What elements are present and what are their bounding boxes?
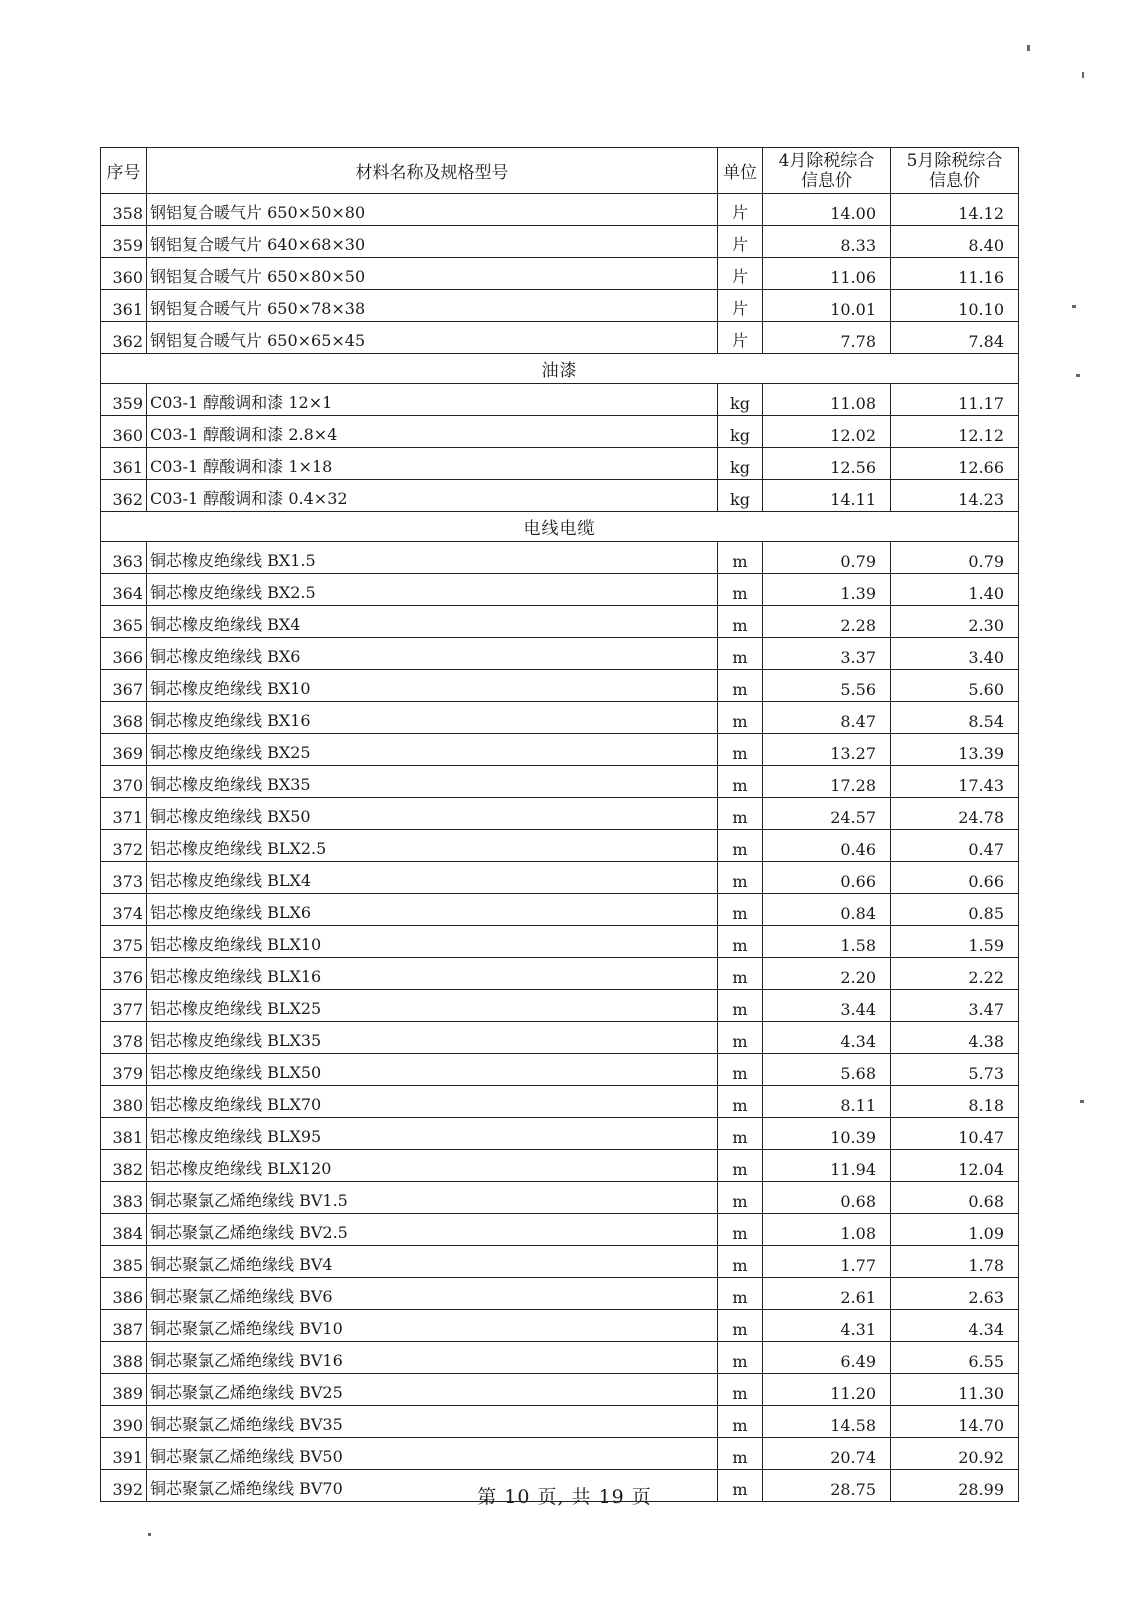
material-name: 钢铝复合暖气片 650×65×45 bbox=[147, 322, 718, 354]
material-name: 铝芯橡皮绝缘线 BLX35 bbox=[147, 1022, 718, 1054]
material-name: 铜芯橡皮绝缘线 BX25 bbox=[147, 734, 718, 766]
header-no: 序号 bbox=[101, 148, 147, 194]
header-april-price bbox=[763, 148, 891, 194]
unit-cell: m bbox=[718, 926, 763, 958]
row-number: 369 bbox=[101, 734, 147, 766]
section-row bbox=[101, 354, 1019, 384]
april-price: 4.34 bbox=[763, 1022, 891, 1054]
material-name: 铝芯橡皮绝缘线 BLX2.5 bbox=[147, 830, 718, 862]
may-price: 17.43 bbox=[891, 766, 1019, 798]
unit-cell: m bbox=[718, 1406, 763, 1438]
table-row bbox=[101, 290, 1019, 322]
may-price: 3.40 bbox=[891, 638, 1019, 670]
april-price: 14.11 bbox=[763, 480, 891, 512]
table-row bbox=[101, 766, 1019, 798]
april-price: 2.61 bbox=[763, 1278, 891, 1310]
row-number: 382 bbox=[101, 1150, 147, 1182]
row-number: 388 bbox=[101, 1342, 147, 1374]
unit-cell: 片 bbox=[718, 322, 763, 354]
unit-cell: m bbox=[718, 958, 763, 990]
material-name: 铝芯橡皮绝缘线 BLX70 bbox=[147, 1086, 718, 1118]
unit-cell: m bbox=[718, 1086, 763, 1118]
material-name: 铜芯橡皮绝缘线 BX6 bbox=[147, 638, 718, 670]
table-row bbox=[101, 862, 1019, 894]
may-price: 12.66 bbox=[891, 448, 1019, 480]
table-row bbox=[101, 1118, 1019, 1150]
row-number: 368 bbox=[101, 702, 147, 734]
material-name: 铜芯橡皮绝缘线 BX50 bbox=[147, 798, 718, 830]
unit-cell: m bbox=[718, 990, 763, 1022]
may-price: 11.17 bbox=[891, 384, 1019, 416]
table-row bbox=[101, 798, 1019, 830]
table-header-row bbox=[101, 148, 1019, 194]
may-price: 2.30 bbox=[891, 606, 1019, 638]
unit-cell: m bbox=[718, 670, 763, 702]
header-may-price bbox=[891, 148, 1019, 194]
table-row bbox=[101, 416, 1019, 448]
unit-cell: m bbox=[718, 766, 763, 798]
material-name: 钢铝复合暖气片 640×68×30 bbox=[147, 226, 718, 258]
price-table bbox=[100, 147, 1019, 1502]
table-row bbox=[101, 322, 1019, 354]
material-name: 钢铝复合暖气片 650×50×80 bbox=[147, 194, 718, 226]
row-number: 363 bbox=[101, 542, 147, 574]
unit-cell: m bbox=[718, 1374, 763, 1406]
may-price: 2.22 bbox=[891, 958, 1019, 990]
row-number: 376 bbox=[101, 958, 147, 990]
table-row bbox=[101, 542, 1019, 574]
table-row bbox=[101, 1150, 1019, 1182]
table-row bbox=[101, 384, 1019, 416]
material-name: 铜芯聚氯乙烯绝缘线 BV25 bbox=[147, 1374, 718, 1406]
april-price: 0.46 bbox=[763, 830, 891, 862]
row-number: 373 bbox=[101, 862, 147, 894]
row-number: 361 bbox=[101, 448, 147, 480]
unit-cell: m bbox=[718, 1438, 763, 1470]
april-price: 1.77 bbox=[763, 1246, 891, 1278]
row-number: 386 bbox=[101, 1278, 147, 1310]
section-row bbox=[101, 512, 1019, 542]
table-row bbox=[101, 926, 1019, 958]
may-price: 0.68 bbox=[891, 1182, 1019, 1214]
scan-speck bbox=[1072, 305, 1076, 308]
row-number: 387 bbox=[101, 1310, 147, 1342]
april-price: 11.06 bbox=[763, 258, 891, 290]
may-price: 0.47 bbox=[891, 830, 1019, 862]
table-row bbox=[101, 448, 1019, 480]
april-price: 3.44 bbox=[763, 990, 891, 1022]
may-price: 2.63 bbox=[891, 1278, 1019, 1310]
unit-cell: m bbox=[718, 1150, 763, 1182]
table-row bbox=[101, 194, 1019, 226]
april-price: 0.79 bbox=[763, 542, 891, 574]
may-price: 20.92 bbox=[891, 1438, 1019, 1470]
may-price: 10.47 bbox=[891, 1118, 1019, 1150]
may-price: 0.66 bbox=[891, 862, 1019, 894]
row-number: 362 bbox=[101, 480, 147, 512]
table-row bbox=[101, 894, 1019, 926]
table-row bbox=[101, 1438, 1019, 1470]
table-row bbox=[101, 1214, 1019, 1246]
row-number: 362 bbox=[101, 322, 147, 354]
table-row bbox=[101, 670, 1019, 702]
april-price: 8.33 bbox=[763, 226, 891, 258]
row-number: 383 bbox=[101, 1182, 147, 1214]
material-name: 铜芯橡皮绝缘线 BX35 bbox=[147, 766, 718, 798]
material-name: 铝芯橡皮绝缘线 BLX16 bbox=[147, 958, 718, 990]
may-price: 14.70 bbox=[891, 1406, 1019, 1438]
april-price: 14.00 bbox=[763, 194, 891, 226]
may-price: 1.40 bbox=[891, 574, 1019, 606]
section-title: 电线电缆 bbox=[101, 512, 1019, 542]
row-number: 380 bbox=[101, 1086, 147, 1118]
unit-cell: m bbox=[718, 1470, 763, 1502]
material-name: C03-1 醇酸调和漆 1×18 bbox=[147, 448, 718, 480]
april-price: 8.47 bbox=[763, 702, 891, 734]
row-number: 372 bbox=[101, 830, 147, 862]
unit-cell: m bbox=[718, 1342, 763, 1374]
material-name: 铜芯聚氯乙烯绝缘线 BV1.5 bbox=[147, 1182, 718, 1214]
material-name: 铝芯橡皮绝缘线 BLX120 bbox=[147, 1150, 718, 1182]
row-number: 391 bbox=[101, 1438, 147, 1470]
material-name: 铝芯橡皮绝缘线 BLX50 bbox=[147, 1054, 718, 1086]
april-price: 1.08 bbox=[763, 1214, 891, 1246]
table-row bbox=[101, 1310, 1019, 1342]
table-row bbox=[101, 1022, 1019, 1054]
april-price: 3.37 bbox=[763, 638, 891, 670]
unit-cell: m bbox=[718, 1182, 763, 1214]
unit-cell: 片 bbox=[718, 226, 763, 258]
row-number: 358 bbox=[101, 194, 147, 226]
table-row bbox=[101, 1406, 1019, 1438]
may-price: 1.59 bbox=[891, 926, 1019, 958]
unit-cell: m bbox=[718, 574, 763, 606]
april-price: 0.66 bbox=[763, 862, 891, 894]
row-number: 384 bbox=[101, 1214, 147, 1246]
section-title: 油漆 bbox=[101, 354, 1019, 384]
table-row bbox=[101, 1278, 1019, 1310]
header-name: 材料名称及规格型号 bbox=[147, 148, 718, 194]
table-row bbox=[101, 258, 1019, 290]
may-price: 8.40 bbox=[891, 226, 1019, 258]
may-price: 13.39 bbox=[891, 734, 1019, 766]
april-price: 5.68 bbox=[763, 1054, 891, 1086]
april-price: 2.20 bbox=[763, 958, 891, 990]
row-number: 392 bbox=[101, 1470, 147, 1502]
unit-cell: m bbox=[718, 702, 763, 734]
material-name: 铝芯橡皮绝缘线 BLX25 bbox=[147, 990, 718, 1022]
may-price: 4.38 bbox=[891, 1022, 1019, 1054]
april-price: 2.28 bbox=[763, 606, 891, 638]
may-price: 24.78 bbox=[891, 798, 1019, 830]
unit-cell: m bbox=[718, 1246, 763, 1278]
may-price: 0.79 bbox=[891, 542, 1019, 574]
unit-cell: m bbox=[718, 1022, 763, 1054]
table-row bbox=[101, 638, 1019, 670]
may-price: 28.99 bbox=[891, 1470, 1019, 1502]
material-name: 铝芯橡皮绝缘线 BLX4 bbox=[147, 862, 718, 894]
unit-cell: m bbox=[718, 1214, 763, 1246]
may-price: 8.18 bbox=[891, 1086, 1019, 1118]
material-name: 钢铝复合暖气片 650×78×38 bbox=[147, 290, 718, 322]
april-price: 24.57 bbox=[763, 798, 891, 830]
row-number: 360 bbox=[101, 258, 147, 290]
row-number: 366 bbox=[101, 638, 147, 670]
material-name: 钢铝复合暖气片 650×80×50 bbox=[147, 258, 718, 290]
row-number: 390 bbox=[101, 1406, 147, 1438]
april-price: 0.68 bbox=[763, 1182, 891, 1214]
unit-cell: m bbox=[718, 1054, 763, 1086]
table-row bbox=[101, 1374, 1019, 1406]
scan-speck bbox=[1076, 374, 1080, 377]
material-name: 铜芯聚氯乙烯绝缘线 BV35 bbox=[147, 1406, 718, 1438]
material-name: 铝芯橡皮绝缘线 BLX95 bbox=[147, 1118, 718, 1150]
table-row bbox=[101, 1246, 1019, 1278]
material-name: 铜芯聚氯乙烯绝缘线 BV70 bbox=[147, 1470, 718, 1502]
april-price: 11.08 bbox=[763, 384, 891, 416]
unit-cell: kg bbox=[718, 416, 763, 448]
row-number: 378 bbox=[101, 1022, 147, 1054]
may-price: 14.12 bbox=[891, 194, 1019, 226]
material-name: 铝芯橡皮绝缘线 BLX10 bbox=[147, 926, 718, 958]
april-price: 11.94 bbox=[763, 1150, 891, 1182]
unit-cell: m bbox=[718, 830, 763, 862]
unit-cell: m bbox=[718, 1118, 763, 1150]
row-number: 374 bbox=[101, 894, 147, 926]
table-row bbox=[101, 480, 1019, 512]
material-name: C03-1 醇酸调和漆 2.8×4 bbox=[147, 416, 718, 448]
may-price: 12.12 bbox=[891, 416, 1019, 448]
may-price: 1.09 bbox=[891, 1214, 1019, 1246]
scan-speck bbox=[1082, 72, 1084, 78]
table-row bbox=[101, 226, 1019, 258]
unit-cell: m bbox=[718, 734, 763, 766]
row-number: 375 bbox=[101, 926, 147, 958]
unit-cell: m bbox=[718, 638, 763, 670]
material-name: 铜芯橡皮绝缘线 BX10 bbox=[147, 670, 718, 702]
unit-cell: m bbox=[718, 1310, 763, 1342]
material-name: 铜芯橡皮绝缘线 BX1.5 bbox=[147, 542, 718, 574]
header-april-text: 4月除税综合 信息价 bbox=[778, 150, 875, 191]
material-name: C03-1 醇酸调和漆 0.4×32 bbox=[147, 480, 718, 512]
row-number: 360 bbox=[101, 416, 147, 448]
may-price: 0.85 bbox=[891, 894, 1019, 926]
may-price: 12.04 bbox=[891, 1150, 1019, 1182]
may-price: 7.84 bbox=[891, 322, 1019, 354]
row-number: 389 bbox=[101, 1374, 147, 1406]
row-number: 379 bbox=[101, 1054, 147, 1086]
unit-cell: m bbox=[718, 542, 763, 574]
row-number: 364 bbox=[101, 574, 147, 606]
table-row bbox=[101, 958, 1019, 990]
april-price: 12.02 bbox=[763, 416, 891, 448]
unit-cell: kg bbox=[718, 448, 763, 480]
table-row bbox=[101, 702, 1019, 734]
unit-cell: m bbox=[718, 1278, 763, 1310]
material-name: 铜芯聚氯乙烯绝缘线 BV2.5 bbox=[147, 1214, 718, 1246]
april-price: 14.58 bbox=[763, 1406, 891, 1438]
may-price: 11.30 bbox=[891, 1374, 1019, 1406]
unit-cell: m bbox=[718, 606, 763, 638]
april-price: 10.39 bbox=[763, 1118, 891, 1150]
row-number: 370 bbox=[101, 766, 147, 798]
april-price: 7.78 bbox=[763, 322, 891, 354]
table-row bbox=[101, 606, 1019, 638]
unit-cell: m bbox=[718, 862, 763, 894]
table-row bbox=[101, 990, 1019, 1022]
row-number: 385 bbox=[101, 1246, 147, 1278]
may-price: 5.60 bbox=[891, 670, 1019, 702]
material-name: 铜芯聚氯乙烯绝缘线 BV4 bbox=[147, 1246, 718, 1278]
april-price: 1.39 bbox=[763, 574, 891, 606]
header-may-text: 5月除税综合 信息价 bbox=[906, 150, 1003, 191]
scan-speck bbox=[1080, 1100, 1084, 1103]
material-name: 铜芯聚氯乙烯绝缘线 BV10 bbox=[147, 1310, 718, 1342]
row-number: 381 bbox=[101, 1118, 147, 1150]
april-price: 8.11 bbox=[763, 1086, 891, 1118]
row-number: 367 bbox=[101, 670, 147, 702]
table-row bbox=[101, 830, 1019, 862]
row-number: 359 bbox=[101, 226, 147, 258]
row-number: 365 bbox=[101, 606, 147, 638]
april-price: 11.20 bbox=[763, 1374, 891, 1406]
table-row bbox=[101, 1342, 1019, 1374]
april-price: 12.56 bbox=[763, 448, 891, 480]
april-price: 0.84 bbox=[763, 894, 891, 926]
april-price: 1.58 bbox=[763, 926, 891, 958]
table-row bbox=[101, 734, 1019, 766]
material-name: 铜芯橡皮绝缘线 BX16 bbox=[147, 702, 718, 734]
april-price: 28.75 bbox=[763, 1470, 891, 1502]
april-price: 6.49 bbox=[763, 1342, 891, 1374]
unit-cell: 片 bbox=[718, 194, 763, 226]
april-price: 17.28 bbox=[763, 766, 891, 798]
unit-cell: kg bbox=[718, 480, 763, 512]
april-price: 20.74 bbox=[763, 1438, 891, 1470]
row-number: 377 bbox=[101, 990, 147, 1022]
may-price: 6.55 bbox=[891, 1342, 1019, 1374]
row-number: 361 bbox=[101, 290, 147, 322]
material-name: 铜芯橡皮绝缘线 BX2.5 bbox=[147, 574, 718, 606]
april-price: 13.27 bbox=[763, 734, 891, 766]
unit-cell: m bbox=[718, 798, 763, 830]
price-table-body bbox=[101, 148, 1019, 1502]
material-name: C03-1 醇酸调和漆 12×1 bbox=[147, 384, 718, 416]
unit-cell: 片 bbox=[718, 290, 763, 322]
material-name: 铜芯聚氯乙烯绝缘线 BV6 bbox=[147, 1278, 718, 1310]
april-price: 4.31 bbox=[763, 1310, 891, 1342]
page-number: 第 10 页, 共 19 页 bbox=[477, 1486, 652, 1508]
may-price: 14.23 bbox=[891, 480, 1019, 512]
material-name: 铜芯聚氯乙烯绝缘线 BV16 bbox=[147, 1342, 718, 1374]
row-number: 371 bbox=[101, 798, 147, 830]
may-price: 11.16 bbox=[891, 258, 1019, 290]
may-price: 3.47 bbox=[891, 990, 1019, 1022]
scan-speck bbox=[148, 1533, 151, 1536]
may-price: 10.10 bbox=[891, 290, 1019, 322]
table-row bbox=[101, 1086, 1019, 1118]
table-row bbox=[101, 1054, 1019, 1086]
may-price: 1.78 bbox=[891, 1246, 1019, 1278]
may-price: 4.34 bbox=[891, 1310, 1019, 1342]
table-row bbox=[101, 1182, 1019, 1214]
row-number: 359 bbox=[101, 384, 147, 416]
may-price: 8.54 bbox=[891, 702, 1019, 734]
april-price: 10.01 bbox=[763, 290, 891, 322]
may-price: 5.73 bbox=[891, 1054, 1019, 1086]
material-name: 铜芯橡皮绝缘线 BX4 bbox=[147, 606, 718, 638]
unit-cell: m bbox=[718, 894, 763, 926]
header-unit: 单位 bbox=[718, 148, 763, 194]
scan-speck bbox=[1027, 45, 1030, 51]
unit-cell: 片 bbox=[718, 258, 763, 290]
table-row bbox=[101, 574, 1019, 606]
material-name: 铜芯聚氯乙烯绝缘线 BV50 bbox=[147, 1438, 718, 1470]
material-name: 铝芯橡皮绝缘线 BLX6 bbox=[147, 894, 718, 926]
april-price: 5.56 bbox=[763, 670, 891, 702]
unit-cell: kg bbox=[718, 384, 763, 416]
